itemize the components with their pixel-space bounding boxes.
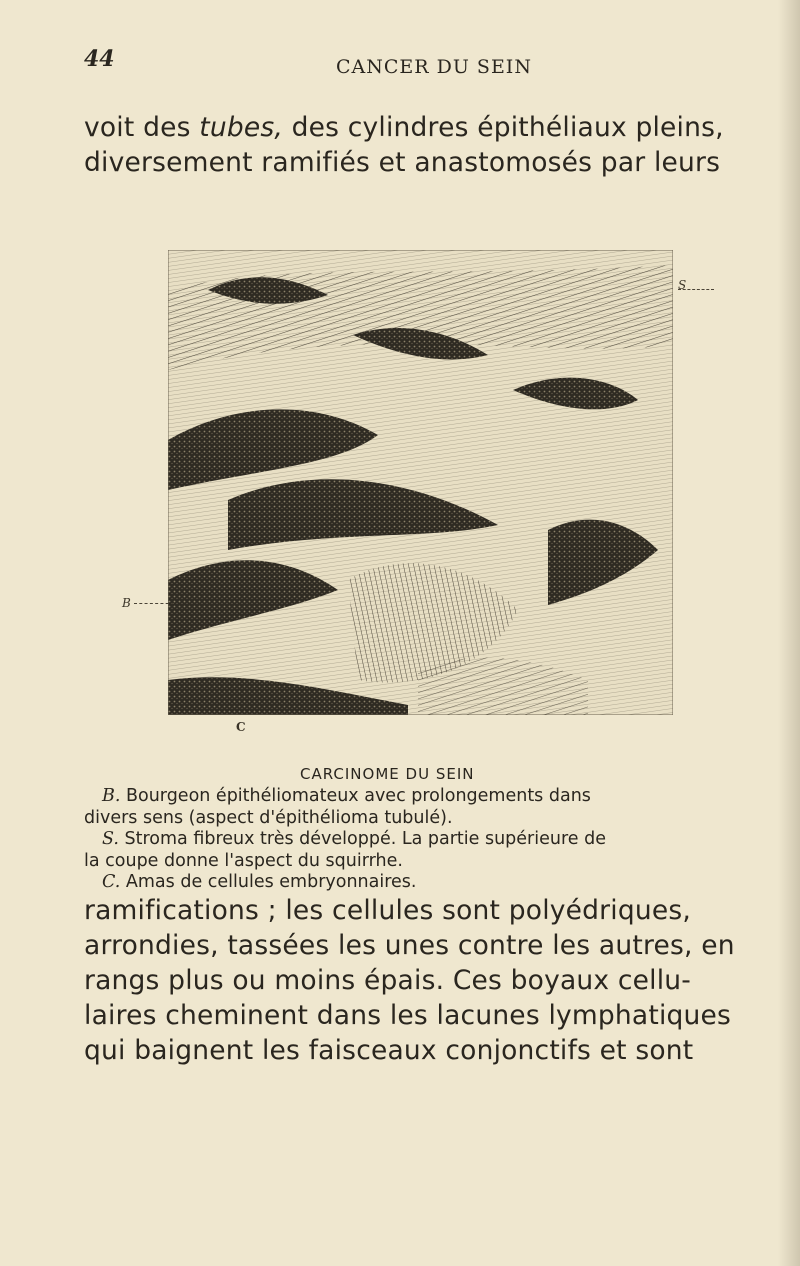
paragraph-top <box>84 110 724 180</box>
paragraph-top-line-1 <box>84 110 724 145</box>
paragraph-bottom-line: laires cheminent dans les lacunes lymphatiques <box>84 1000 732 1031</box>
figure-caption <box>84 786 606 894</box>
caption-s-line-1 <box>102 829 606 851</box>
italic-term: tubes, <box>199 112 283 143</box>
page-number: 44 <box>84 46 115 72</box>
running-head: CANCER DU SEIN <box>336 56 532 78</box>
paragraph-bottom-line: qui baignent les faisceaux conjonctifs et sont <box>84 1035 694 1066</box>
caption-text: Stroma fibreux très développé. La partie supérieure de <box>118 829 606 849</box>
paragraph-top-line-2: diversement ramifiés et anastomosés par leurs <box>84 147 721 178</box>
leader-line-s <box>678 289 714 290</box>
paragraph-bottom-line: arrondies, tassées les unes contre les autres, en <box>84 930 735 961</box>
caption-c-line-1 <box>102 872 606 894</box>
caption-key-b: B. <box>102 786 121 806</box>
caption-b-line-2: divers sens (aspect d'épithélioma tubulé). <box>84 807 453 828</box>
caption-key-c: C. <box>102 872 121 892</box>
text-run: des cylindres épithéliaux pleins, <box>282 112 724 143</box>
caption-key-s: S. <box>102 829 119 849</box>
figure-title: CARCINOME DU SEIN <box>300 765 475 783</box>
histology-figure <box>168 250 673 715</box>
paragraph-bottom-line: ramifications ; les cellules sont polyédriques, <box>84 895 691 926</box>
paragraph-bottom-line: rangs plus ou moins épais. Ces boyaux cellu- <box>84 965 692 996</box>
text-run: voit des <box>84 112 200 143</box>
caption-text: Bourgeon épithéliomateux avec prolongements dans <box>120 786 591 806</box>
caption-text: Amas de cellules embryonnaires. <box>120 872 417 892</box>
paragraph-bottom <box>84 893 735 1068</box>
caption-s-line-2: la coupe donne l'aspect du squirrhe. <box>84 850 403 871</box>
figure-label-c: C <box>236 720 246 734</box>
caption-b-line-1 <box>102 786 606 808</box>
page-edge-shadow <box>778 0 800 1266</box>
figure-label-b: B <box>122 596 131 610</box>
leader-line-b <box>134 603 174 604</box>
figure-label-s: S <box>678 278 687 292</box>
